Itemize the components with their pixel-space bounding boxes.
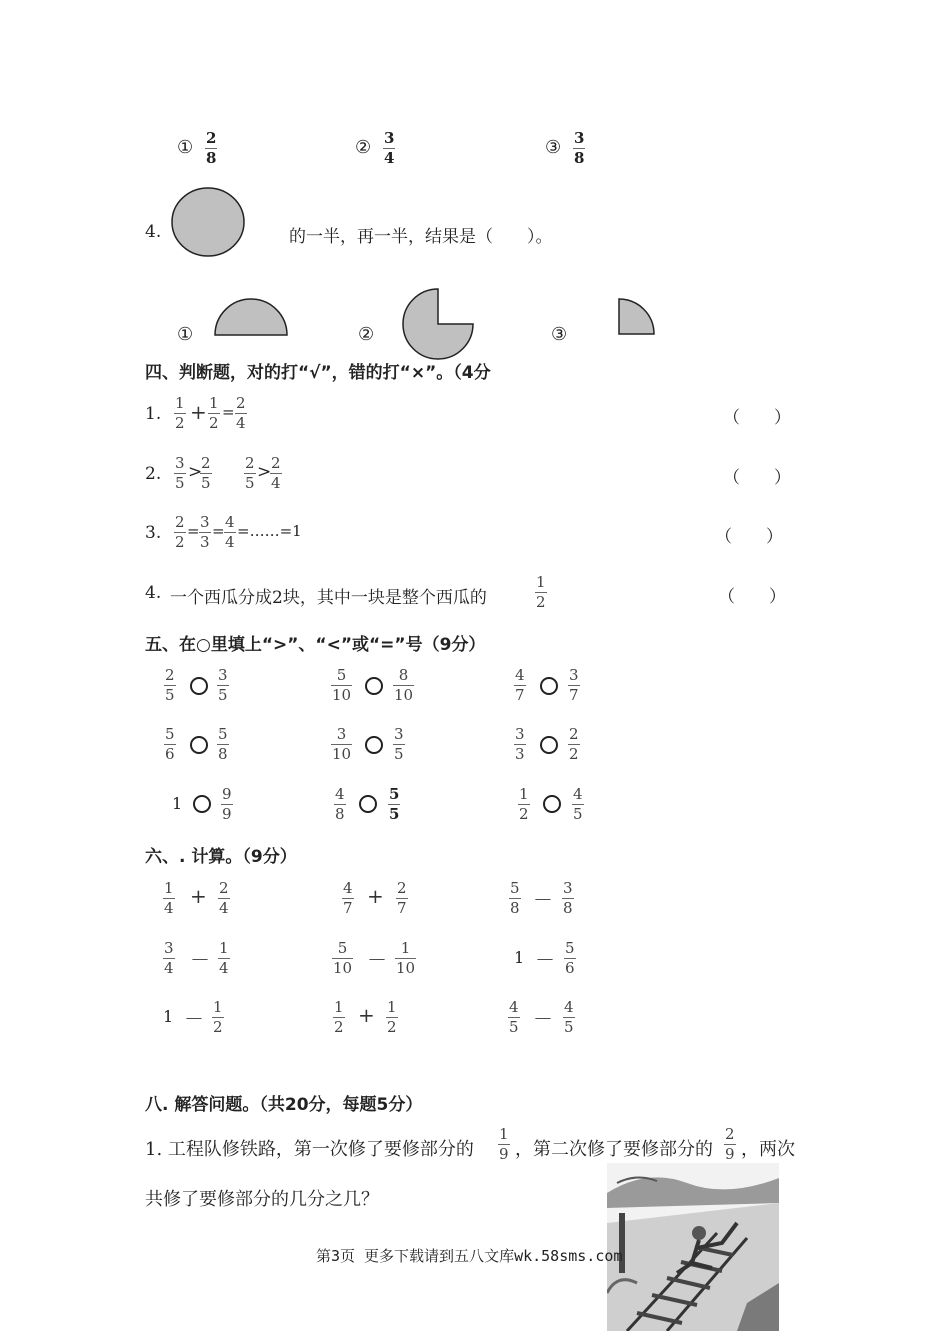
- operator: =……=1: [237, 522, 302, 540]
- compare-circle[interactable]: [190, 736, 208, 754]
- operator: >: [257, 462, 272, 482]
- fraction: $\frac{1}{4}$: [219, 939, 229, 977]
- fraction: $\frac{5}{10}$: [333, 939, 353, 977]
- fraction: $\frac{3}{7}$: [569, 666, 579, 704]
- compare-circle[interactable]: [359, 795, 377, 813]
- operator: +: [358, 1003, 375, 1027]
- fraction: $\frac{1}{4}$: [164, 879, 174, 917]
- compare-circle[interactable]: [193, 795, 211, 813]
- option-2-mark: ②: [355, 137, 372, 158]
- three-quarter-circle-figure: [400, 287, 478, 363]
- fraction: $\frac{2}{2}$: [175, 513, 185, 551]
- operator: +: [367, 884, 384, 908]
- half-circle-figure: [212, 297, 292, 337]
- fraction: $\frac{1}{9}$: [499, 1125, 509, 1163]
- whole-number: 1: [172, 794, 183, 813]
- operator: －: [533, 888, 553, 912]
- problem-1-text-c: ，两次: [741, 1139, 795, 1160]
- q4-number: 4.: [145, 222, 162, 242]
- q4-option-1-mark: ①: [177, 324, 194, 345]
- compare-circle[interactable]: [540, 736, 558, 754]
- fraction: $\frac{4}{5}$: [509, 998, 519, 1036]
- fraction: $\frac{8}{10}$: [394, 666, 414, 704]
- page-footer: 第3页 更多下载请到五八文库wk.58sms.com: [316, 1247, 623, 1265]
- fraction: $\frac{5}{8}$: [218, 725, 228, 763]
- fraction: $\frac{1}{2}$: [519, 785, 529, 823]
- fraction: $\frac{4}{5}$: [573, 785, 583, 823]
- section-5-heading: 五、在○里填上“>”、“<”或“=”号（9分）: [145, 635, 486, 655]
- fraction: $\frac{2}{5}$: [201, 454, 211, 492]
- fraction: $\frac{1}{2}$: [213, 998, 223, 1036]
- fraction: $\frac{4}{4}$: [225, 513, 235, 551]
- fraction: $\frac{4}{5}$: [564, 998, 574, 1036]
- answer-blank[interactable]: （ ）: [723, 408, 791, 428]
- fraction: $\frac{2}{7}$: [397, 879, 407, 917]
- fraction: $\frac{1}{2}$: [387, 998, 397, 1036]
- problem-1-text-b: ，第二次修了要修部分的: [515, 1139, 713, 1160]
- fraction: $\frac{5}{6}$: [565, 939, 575, 977]
- q4-text: 的一半，再一半，结果是（ ）。: [289, 227, 553, 247]
- option-1-mark: ①: [177, 137, 194, 158]
- fraction: $\frac{3}{10}$: [332, 725, 352, 763]
- judge-item-4-label: 4.: [145, 583, 162, 603]
- problem-1-text-line2: 共修了要修部分的几分之几？: [145, 1189, 379, 1210]
- option-2-fraction: $\frac{3}{4}$: [384, 129, 395, 167]
- q4-option-2-mark: ②: [358, 324, 375, 345]
- fraction: $\frac{2}{9}$: [725, 1125, 735, 1163]
- fraction: $\frac{3}{4}$: [164, 939, 174, 977]
- operator: =: [187, 522, 200, 540]
- option-3-fraction: $\frac{3}{8}$: [574, 129, 585, 167]
- operator: －: [367, 948, 387, 972]
- fraction: $\frac{3}{3}$: [515, 725, 525, 763]
- compare-circle[interactable]: [365, 736, 383, 754]
- judge-item-1-label: 1.: [145, 404, 162, 424]
- operator: －: [535, 948, 555, 972]
- quarter-circle-figure: [617, 297, 659, 337]
- fraction: $\frac{3}{5}$: [218, 666, 228, 704]
- full-circle-figure: [170, 186, 248, 260]
- fraction: $\frac{5}{5}$: [389, 785, 400, 823]
- compare-circle[interactable]: [540, 677, 558, 695]
- compare-circle[interactable]: [543, 795, 561, 813]
- q4-option-3-mark: ③: [551, 324, 568, 345]
- fraction: $\frac{1}{2}$: [334, 998, 344, 1036]
- fraction: $\frac{4}{7}$: [515, 666, 525, 704]
- fraction: $\frac{3}{5}$: [175, 454, 185, 492]
- fraction: $\frac{4}{8}$: [335, 785, 345, 823]
- fraction: $\frac{9}{9}$: [222, 785, 232, 823]
- operator: －: [533, 1007, 553, 1031]
- operator: －: [184, 1007, 204, 1031]
- fraction: $\frac{2}{4}$: [219, 879, 229, 917]
- fraction: $\frac{2}{5}$: [245, 454, 255, 492]
- fraction: $\frac{5}{10}$: [332, 666, 352, 704]
- section-4-heading: 四、判断题，对的打“√”，错的打“×”。（4分: [145, 363, 491, 383]
- fraction: $\frac{1}{2}$: [209, 394, 219, 432]
- answer-blank[interactable]: （ ）: [715, 527, 783, 547]
- fraction: $\frac{2}{4}$: [236, 394, 246, 432]
- whole-number: 1: [514, 948, 525, 967]
- answer-blank[interactable]: （ ）: [723, 468, 791, 488]
- option-3-mark: ③: [545, 137, 562, 158]
- operator: =: [222, 403, 235, 421]
- fraction: $\frac{2}{2}$: [569, 725, 579, 763]
- compare-circle[interactable]: [365, 677, 383, 695]
- section-8-heading: 八. 解答问题。（共20分，每题5分）: [145, 1095, 423, 1115]
- whole-number: 1: [163, 1007, 174, 1026]
- fraction: $\frac{1}{2}$: [175, 394, 185, 432]
- fraction: $\frac{1}{2}$: [536, 573, 546, 611]
- fraction: $\frac{1}{10}$: [396, 939, 416, 977]
- fraction: $\frac{2}{5}$: [165, 666, 175, 704]
- operator: +: [190, 400, 207, 424]
- fraction: $\frac{4}{7}$: [343, 879, 353, 917]
- operator: +: [190, 884, 207, 908]
- operator: >: [188, 462, 203, 482]
- fraction: $\frac{5}{6}$: [165, 725, 175, 763]
- fraction: $\frac{2}{4}$: [271, 454, 281, 492]
- section-6-heading: 六、. 计算。（9分）: [145, 847, 297, 867]
- fraction: $\frac{5}{8}$: [510, 879, 520, 917]
- option-1-fraction: $\frac{2}{8}$: [206, 129, 217, 167]
- answer-blank[interactable]: （ ）: [718, 587, 786, 607]
- compare-circle[interactable]: [190, 677, 208, 695]
- judge-item-4-text: 一个西瓜分成2块，其中一块是整个西瓜的: [170, 588, 487, 608]
- fraction: $\frac{3}{3}$: [200, 513, 210, 551]
- operator: =: [212, 522, 225, 540]
- problem-1-text-a: 1. 工程队修铁路，第一次修了要修部分的: [145, 1139, 474, 1160]
- fraction: $\frac{3}{5}$: [394, 725, 404, 763]
- operator: －: [190, 948, 210, 972]
- railway-worker-illustration: [607, 1163, 779, 1331]
- judge-item-2-label: 2.: [145, 464, 162, 484]
- judge-item-3-label: 3.: [145, 523, 162, 543]
- fraction: $\frac{3}{8}$: [563, 879, 573, 917]
